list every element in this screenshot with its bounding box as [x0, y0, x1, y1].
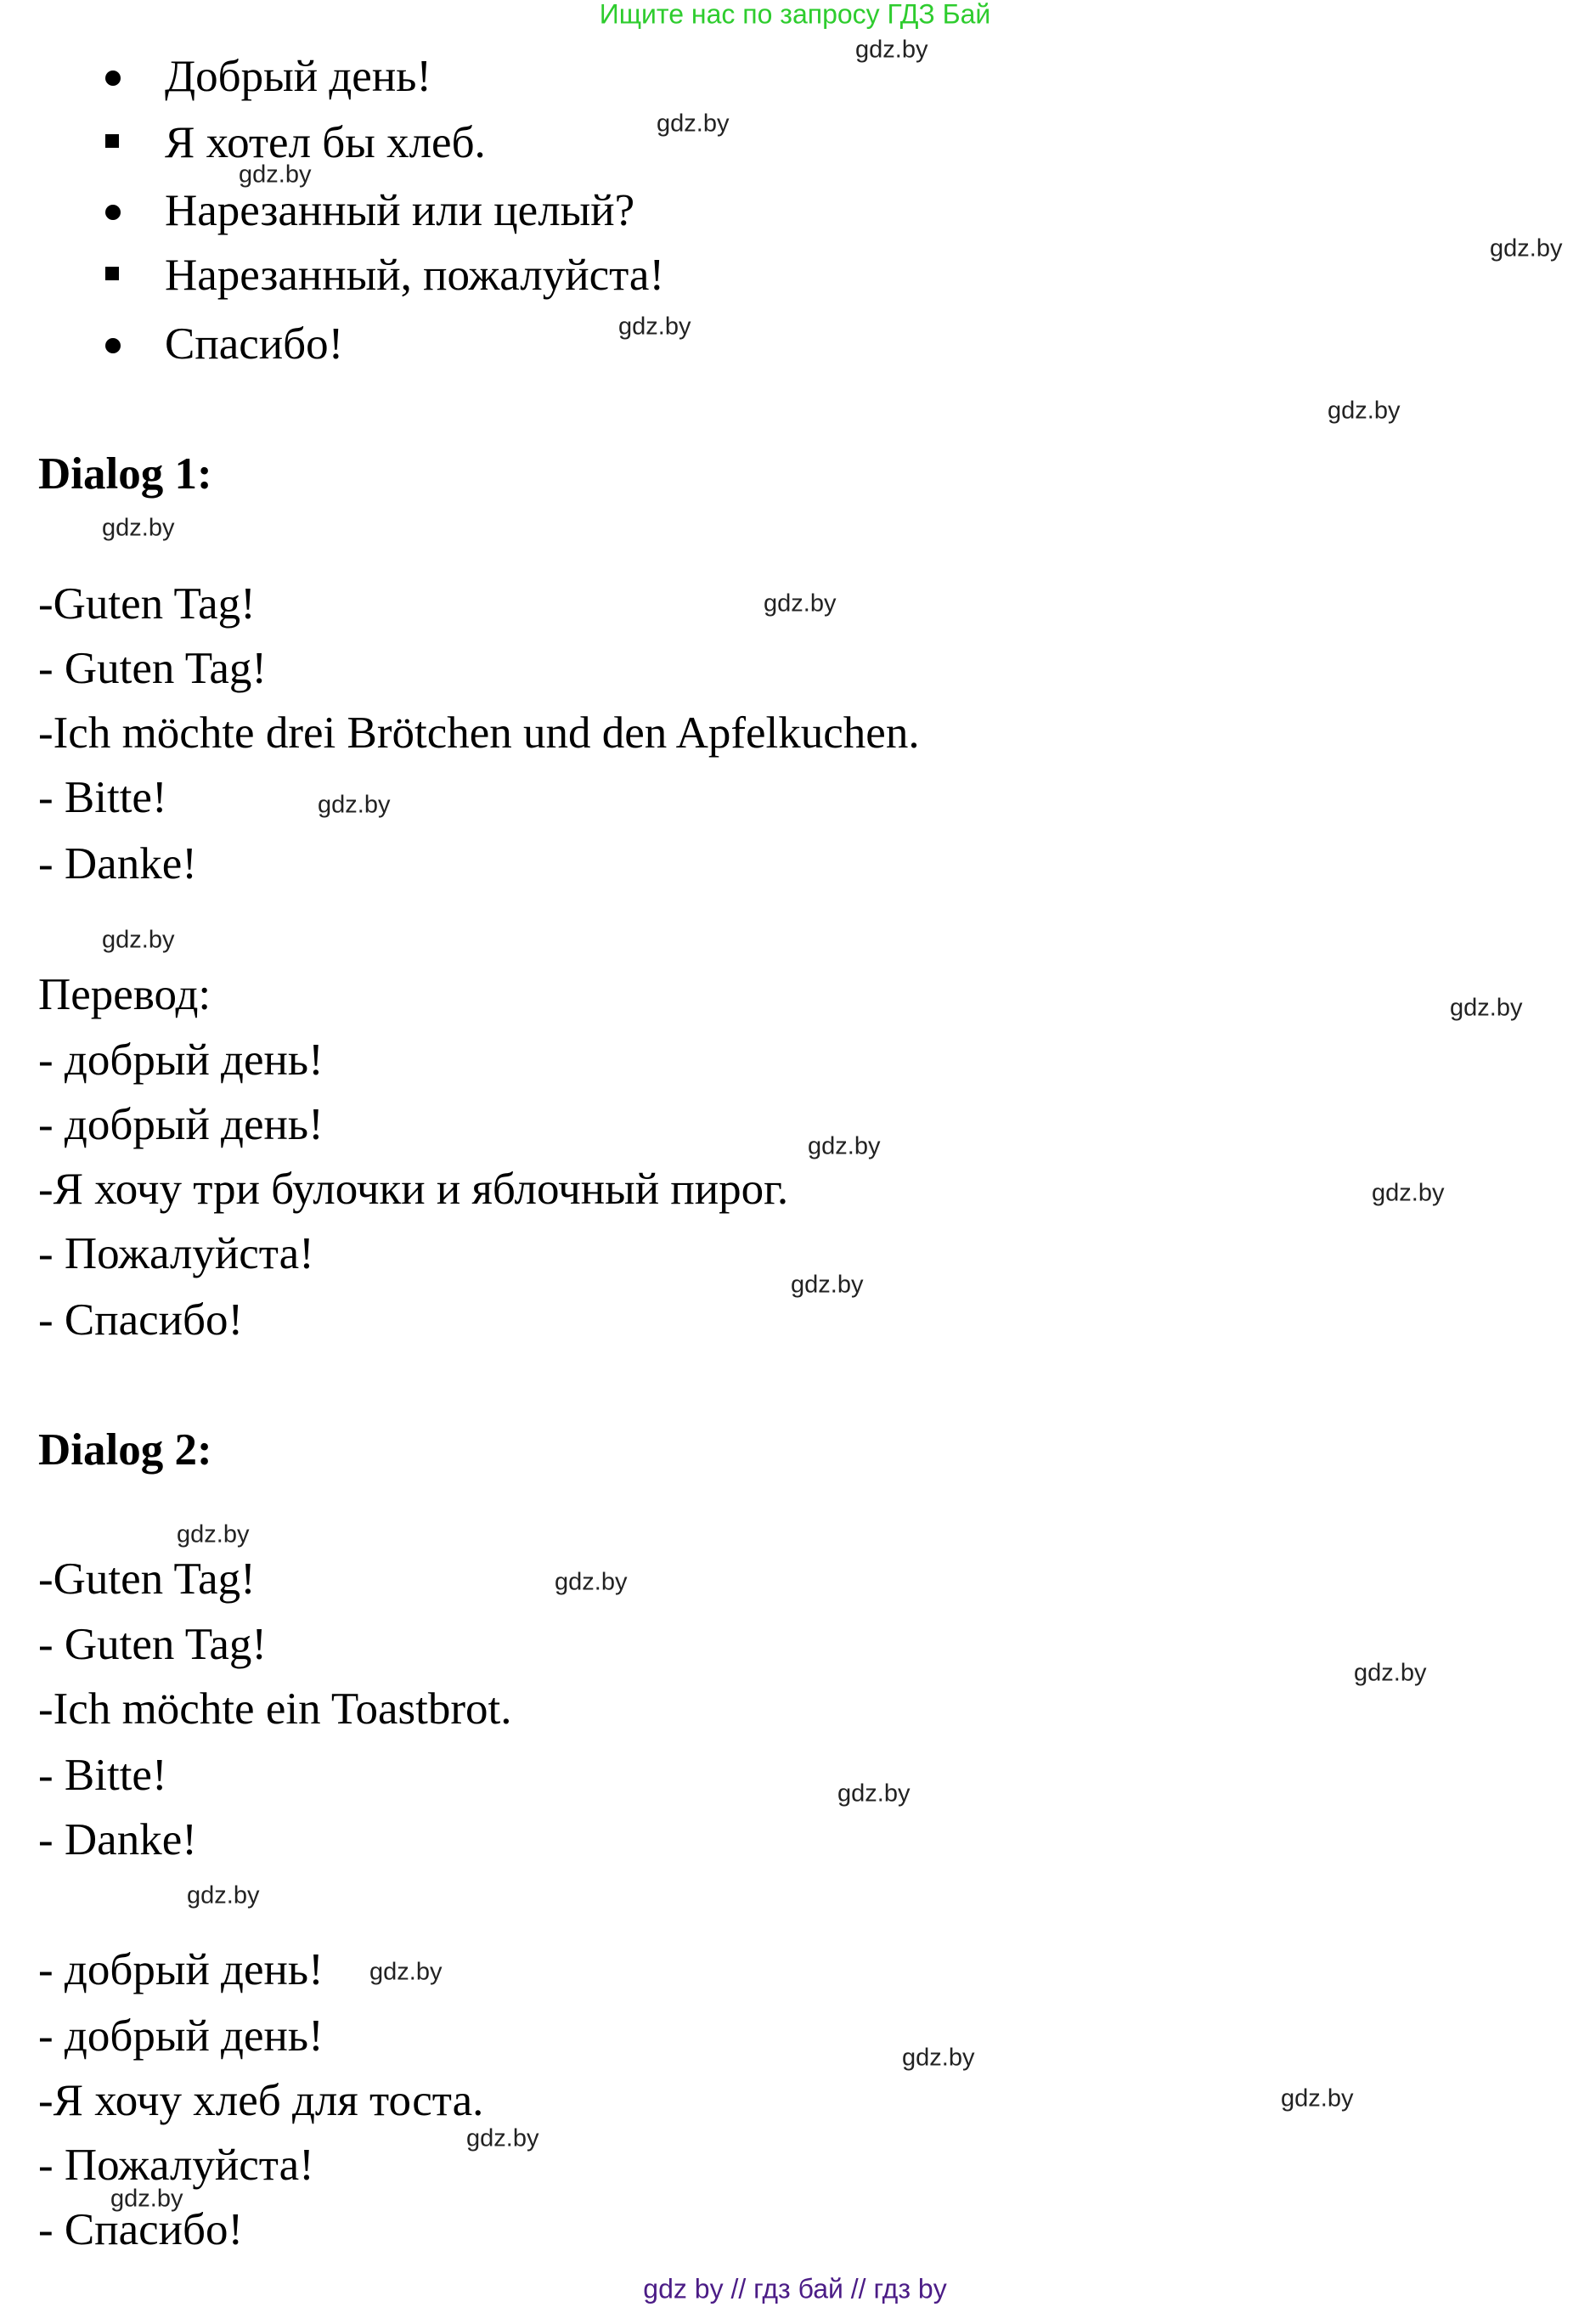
dialog-line: - Guten Tag! — [38, 1620, 268, 1669]
translation-line: - добрый день! — [38, 1035, 324, 1085]
search-banner[interactable]: Ищите нас по запросу ГДЗ Бай — [599, 0, 991, 30]
watermark: gdz.by — [1354, 1659, 1427, 1687]
watermark: gdz.by — [318, 791, 391, 819]
dialog-line: -Ich möchte ein Toastbrot. — [38, 1684, 512, 1734]
bullet-icon — [105, 134, 119, 148]
dialog-line: - Bitte! — [38, 1751, 167, 1800]
dialog-1-title: Dialog 1: — [38, 449, 212, 499]
watermark: gdz.by — [466, 2124, 539, 2152]
watermark: gdz.by — [1450, 994, 1523, 1022]
translation-line: - Пожалуйста! — [38, 1229, 314, 1278]
watermark: gdz.by — [177, 1520, 250, 1548]
bullet-icon — [105, 267, 119, 280]
translation-line: - Спасибо! — [38, 2205, 244, 2254]
translation-line: - добрый день! — [38, 2011, 324, 2061]
watermark: gdz.by — [791, 1271, 864, 1299]
dialog-line: - Danke! — [38, 839, 197, 888]
translation-line: -Я хочу три булочки и яблочный пирог. — [38, 1165, 789, 1214]
translation-line: - Спасибо! — [38, 1295, 244, 1345]
dialog-2-title: Dialog 2: — [38, 1425, 212, 1475]
bullet-icon — [105, 338, 121, 353]
list-item: Спасибо! — [165, 319, 344, 369]
watermark: gdz.by — [1372, 1179, 1445, 1207]
dialog-line: -Guten Tag! — [38, 1554, 256, 1604]
watermark: gdz.by — [102, 514, 175, 542]
watermark: gdz.by — [1328, 397, 1401, 425]
translation-line: -Я хочу хлеб для тоста. — [38, 2076, 484, 2125]
watermark: gdz.by — [187, 1881, 260, 1909]
watermark: gdz.by — [837, 1780, 911, 1808]
translation-label: Перевод: — [38, 970, 211, 1019]
watermark: gdz.by — [764, 589, 837, 618]
dialog-line: -Ich möchte drei Brötchen und den Apfelkuchen. — [38, 708, 920, 758]
bullet-icon — [105, 205, 121, 220]
watermark: gdz.by — [555, 1568, 628, 1596]
list-item: Я хотел бы хлеб. — [165, 118, 486, 167]
watermark: gdz.by — [369, 1958, 443, 1986]
watermark: gdz.by — [902, 2044, 975, 2072]
translation-line: - добрый день! — [38, 1100, 324, 1149]
bullet-icon — [105, 71, 121, 86]
watermark: gdz.by — [855, 36, 928, 64]
footer-links[interactable]: gdz by // гдз бай // гдз by — [643, 2273, 947, 2304]
translation-line: - Пожалуйста! — [38, 2141, 314, 2190]
list-item: Нарезанный, пожалуйста! — [165, 251, 665, 300]
watermark: gdz.by — [808, 1132, 881, 1160]
list-item: Нарезанный или целый? — [165, 186, 635, 235]
dialog-line: -Guten Tag! — [38, 579, 256, 629]
dialog-line: - Bitte! — [38, 773, 167, 822]
watermark: gdz.by — [618, 313, 691, 341]
watermark: gdz.by — [1281, 2084, 1354, 2112]
dialog-line: - Danke! — [38, 1815, 197, 1864]
watermark: gdz.by — [657, 110, 730, 138]
list-item: Добрый день! — [165, 52, 432, 101]
translation-line: - добрый день! — [38, 1945, 324, 1994]
watermark: gdz.by — [1490, 234, 1563, 262]
dialog-line: - Guten Tag! — [38, 644, 268, 693]
watermark: gdz.by — [110, 2185, 183, 2213]
watermark: gdz.by — [239, 161, 312, 189]
watermark: gdz.by — [102, 926, 175, 954]
